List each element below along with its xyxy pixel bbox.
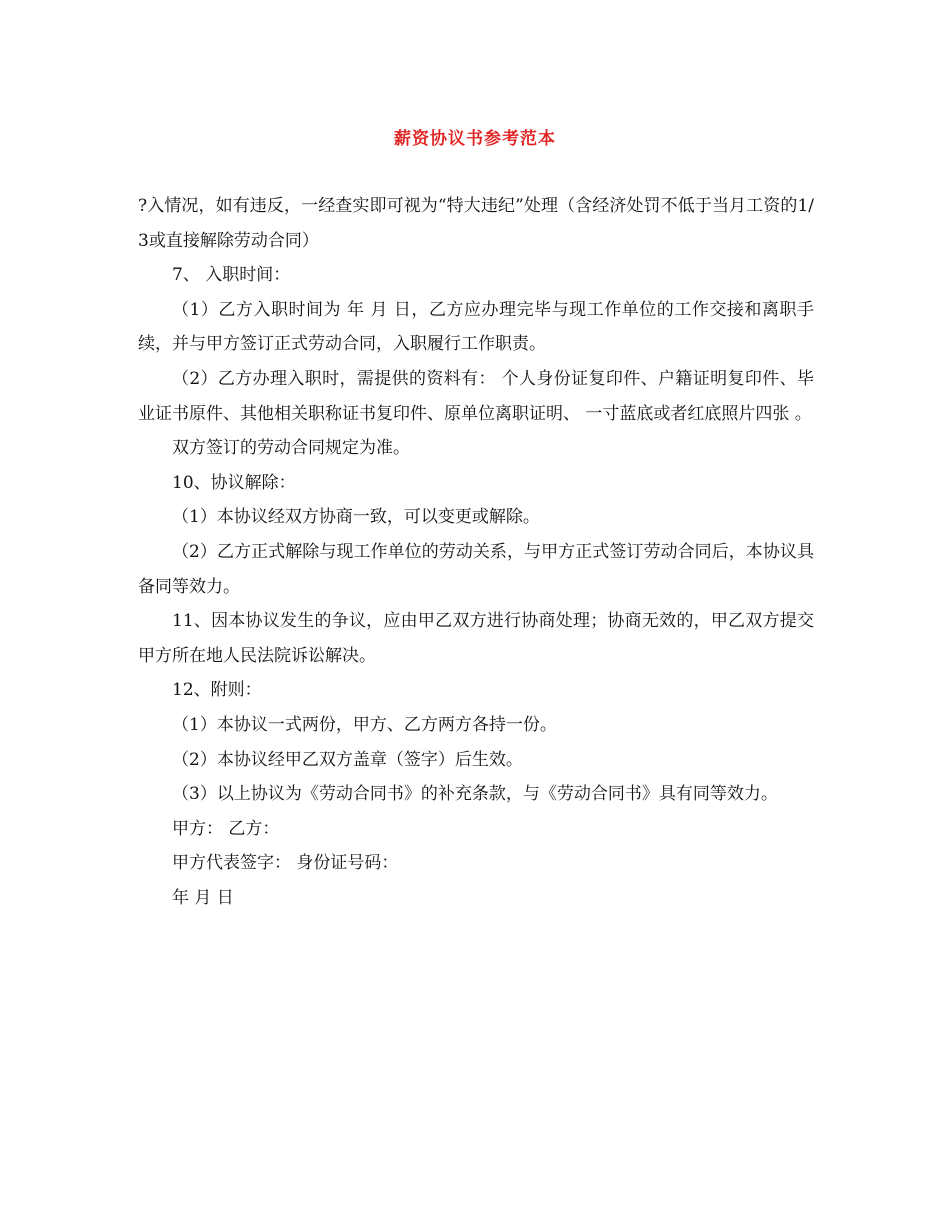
section-10-item-2: （2）乙方正式解除与现工作单位的劳动关系，与甲方正式签订劳动合同后，本协议具备同等效力。 — [138, 541, 814, 597]
section-10-item-1: （1）本协议经双方协商一致，可以变更或解除。 — [172, 507, 540, 528]
document-body — [138, 189, 814, 915]
signature-parties-line: 甲方： 乙方： — [172, 818, 280, 839]
signature-date-line: 年 月 日 — [172, 887, 234, 908]
paragraph-continuation: ?入情况，如有违反，一经查实即可视为“特大违纪”处理（含经济处罚不低于当月工资的1/3或直接解除劳动合同） — [138, 196, 814, 251]
section-10-heading: 10、协议解除： — [172, 472, 296, 493]
section-7-item-2: （2）乙方办理入职时，需提供的资料有： 个人身份证复印件、户籍证明复印件、毕业证书原件、其他相关职称证书复印件、原单位离职证明、 一寸蓝底或者红底照片四张 。 — [138, 368, 814, 424]
section-12-item-3: （3）以上协议为《劳动合同书》的补充条款，与《劳动合同书》具有同等效力。 — [172, 784, 778, 805]
signature-representative-line: 甲方代表签字： 身份证号码： — [172, 853, 399, 874]
paragraph-contract-rule: 双方签订的劳动合同规定为准。 — [172, 438, 410, 459]
section-12-item-2: （2）本协议经甲乙双方盖章（签字）后生效。 — [172, 749, 523, 770]
section-11-paragraph: 11、因本协议发生的争议，应由甲乙双方进行协商处理；协商无效的，甲乙双方提交甲方所在地人民法院诉讼解决。 — [138, 611, 814, 666]
section-12-heading: 12、附则： — [172, 680, 262, 701]
section-12-item-1: （1）本协议一式两份，甲方、乙方两方各持一份。 — [172, 714, 557, 735]
document-title: 薪资协议书参考范本 — [394, 129, 556, 149]
section-7-heading: 7、 入职时间： — [172, 265, 291, 286]
section-7-item-1: （1）乙方入职时间为 年 月 日，乙方应办理完毕与现工作单位的工作交接和离职手续，并与甲方签订正式劳动合同，入职履行工作职责。 — [138, 299, 814, 355]
